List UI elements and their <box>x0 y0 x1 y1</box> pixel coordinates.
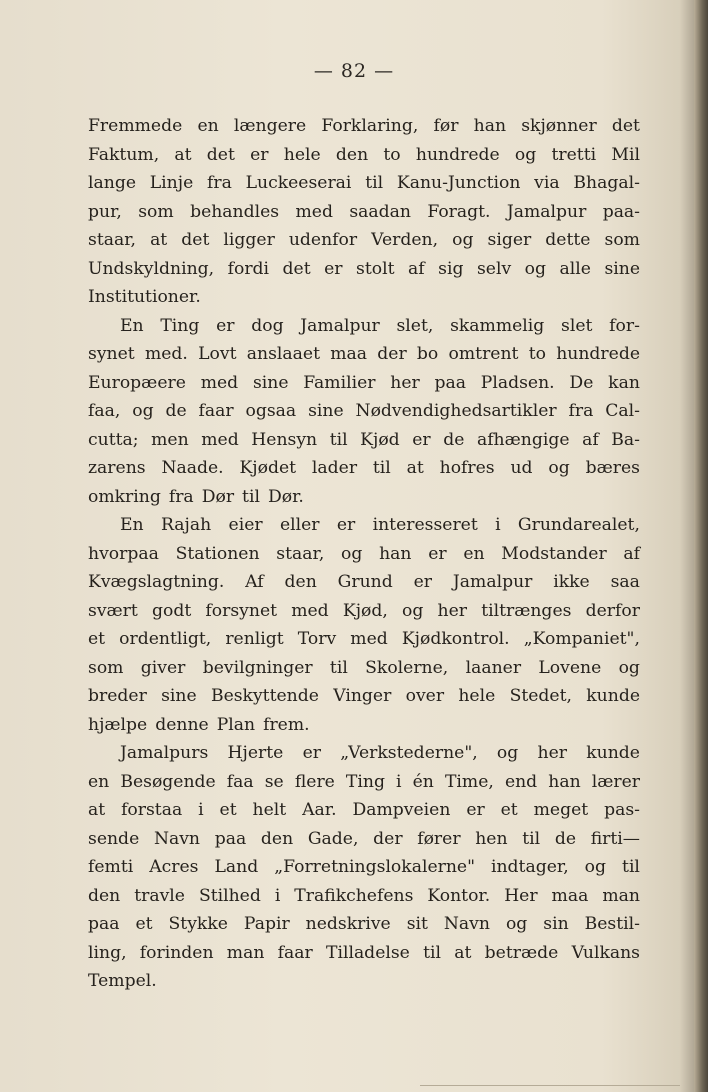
text-line: en Besøgende faa se flere Ting i én Time, end han lærer <box>88 771 640 792</box>
text-line: et ordentligt, renligt Torv med Kjødkontrol. „Kompaniet", <box>88 629 640 649</box>
text-line: Europæere med sine Familier her paa Pladsen. De kan <box>88 372 640 393</box>
text-line: omkring fra Dør til Dør. <box>88 486 304 507</box>
text-line: synet med. Lovt anslaaet maa der bo omtrent to hundrede <box>88 344 640 364</box>
text-line: En Rajah eier eller er interesseret i Grundarealet, <box>120 515 640 535</box>
text-line: paa et Stykke Papir nedskrive sit Navn og sin Bestil- <box>88 914 640 934</box>
text-line: Fremmede en længere Forklaring, før han skjønner det <box>88 116 640 136</box>
text-line: Faktum, at det er hele den to hundrede og tretti Mil <box>88 144 640 165</box>
text-line: den travle Stilhed i Trafikchefens Kontor. Her maa man <box>88 885 640 906</box>
text-line: staar, at det ligger udenfor Verden, og siger dette som <box>88 230 640 250</box>
page-bottom-mark <box>420 1085 680 1086</box>
text-line: faa, og de faar ogsaa sine Nødvendighedsartikler fra Cal- <box>88 401 640 421</box>
text-line: hvorpaa Stationen staar, og han er en Modstander af <box>88 543 640 564</box>
page-number: — 82 — <box>313 60 395 82</box>
text-line: femti Acres Land „Forretningslokalerne" indtager, og til <box>88 857 640 877</box>
text-line: Jamalpurs Hjerte er „Verkstederne", og her kunde <box>120 743 640 763</box>
text-line: lange Linje fra Luckeeserai til Kanu-Junction via Bhagal- <box>88 173 640 193</box>
text-line: Tempel. <box>88 971 157 991</box>
text-line: svært godt forsynet med Kjød, og her tiltrænges derfor <box>88 600 640 621</box>
text-line: ling, forinden man faar Tilladelse til at betræde Vulkans <box>88 942 640 963</box>
text-line: Institutioner. <box>88 287 201 307</box>
text-line: at forstaa i et helt Aar. Dampveien er et meget pas- <box>88 800 640 820</box>
text-line: som giver bevilgninger til Skolerne, laaner Lovene og <box>88 657 640 678</box>
text-line: Undskyldning, fordi det er stolt af sig selv og alle sine <box>88 258 640 279</box>
text-line: breder sine Beskyttende Vinger over hele Stedet, kunde <box>88 686 640 706</box>
text-line: En Ting er dog Jamalpur slet, skammelig slet for- <box>120 315 640 336</box>
text-line: cutta; men med Hensyn til Kjød er de afhængige af Ba- <box>88 429 640 450</box>
text-line: hjælpe denne Plan frem. <box>88 714 310 735</box>
text-line: zarens Naade. Kjødet lader til at hofres ud og bæres <box>88 458 640 478</box>
text-line: pur, som behandles med saadan Foragt. Jamalpur paa- <box>88 201 640 222</box>
text-line: sende Navn paa den Gade, der fører hen til de firti— <box>88 828 640 849</box>
body-text <box>88 112 640 996</box>
page-edge <box>694 0 708 1092</box>
text-line: Kvægslagtning. Af den Grund er Jamalpur ikke saa <box>88 572 640 592</box>
